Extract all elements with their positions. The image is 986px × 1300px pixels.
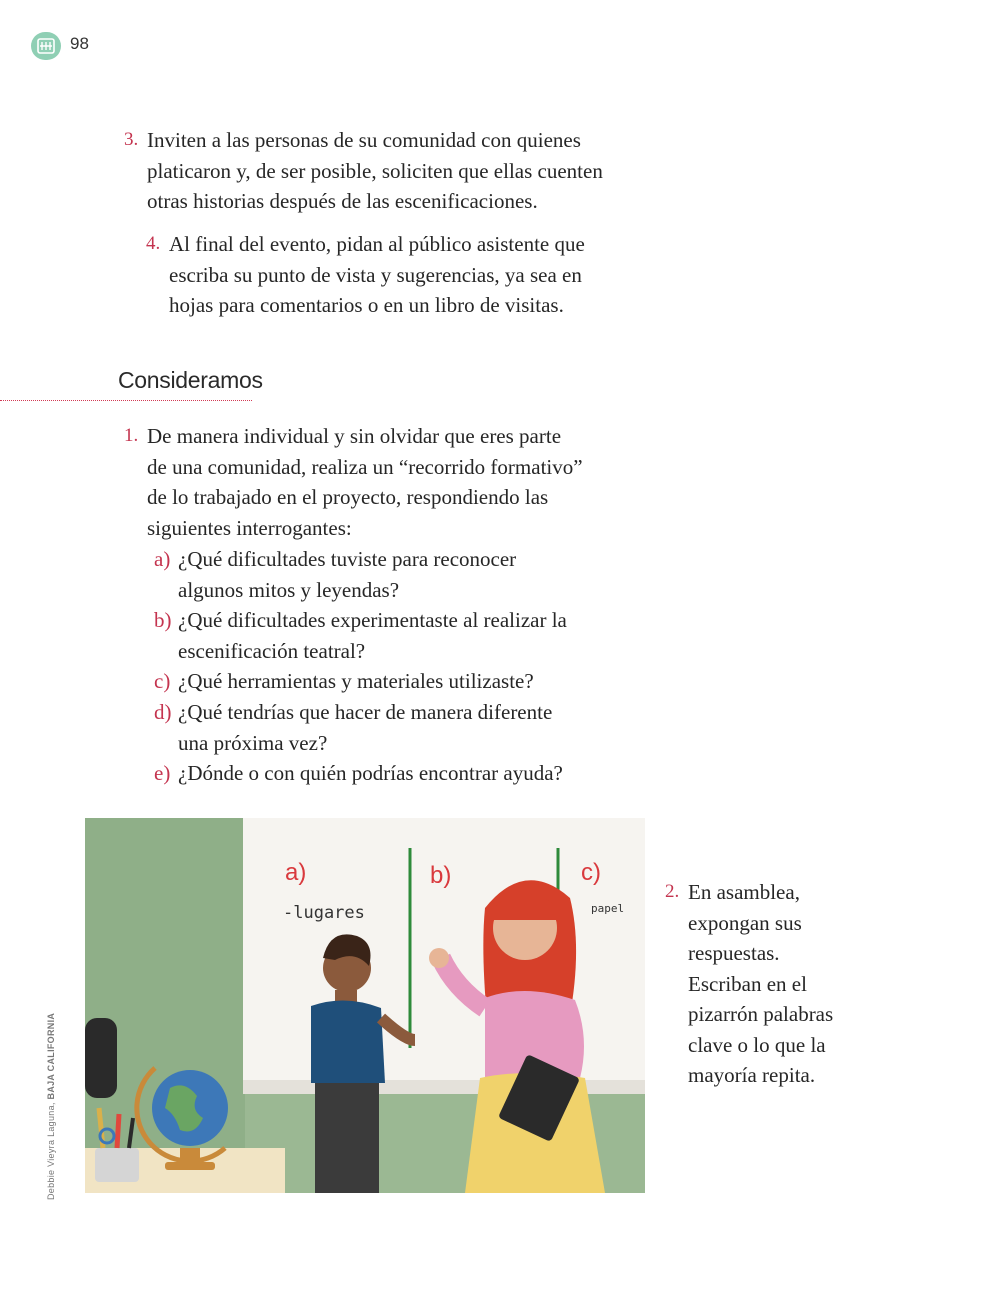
question-letter: b) [154, 608, 172, 632]
item-line: expongan sus [688, 910, 802, 935]
item-line: platicaron y, de ser posible, soliciten que ellas cuenten [147, 158, 603, 183]
question-line: ¿Qué tendrías que hacer de manera diferente [178, 700, 553, 724]
item-line: de lo trabajado en el proyecto, respondiendo las [147, 485, 549, 509]
question-line: una próxima vez? [178, 730, 328, 755]
question-letter: a) [154, 547, 171, 571]
item-line: escriba su punto de vista y sugerencias, ya sea en [169, 262, 582, 287]
item-line: Al final del evento, pidan al público asistente que [169, 232, 585, 256]
question-line: escenificación teatral? [178, 638, 366, 663]
item-line: Escriban en el [688, 971, 807, 996]
question-letter: e) [154, 761, 171, 785]
question-line: ¿Qué dificultades experimentaste al realizar la [178, 608, 567, 632]
question-d [154, 697, 553, 758]
board-label: b) [430, 862, 452, 889]
item-number: 4. [146, 233, 161, 254]
question-c [154, 666, 534, 697]
item-line: Inviten a las personas de su comunidad con quienes [147, 128, 581, 152]
page-badge [31, 32, 61, 60]
item-line: En asamblea, [688, 880, 800, 904]
question-letter: c) [154, 669, 171, 693]
item-number: 3. [124, 129, 139, 150]
section-divider [0, 400, 252, 401]
list-item-1 [124, 421, 627, 543]
item-number: 1. [124, 425, 139, 446]
item-line: respuestas. [688, 941, 780, 965]
classroom-illustration [85, 818, 645, 1193]
item-number: 2. [665, 881, 680, 902]
section-title: Consideramos [118, 367, 263, 393]
board-word: papel [591, 902, 625, 915]
board-word: -lugares [283, 903, 365, 923]
item-line: otras historias después de las escenificaciones. [147, 189, 538, 213]
page-number: 98 [70, 34, 89, 53]
question-line: algunos mitos y leyendas? [178, 577, 400, 602]
question-b [154, 605, 567, 666]
question-letter: d) [154, 700, 172, 724]
credit-place: BAJA CALIFORNIA [46, 1012, 56, 1100]
item-line: hojas para comentarios o en un libro de visitas. [169, 293, 564, 317]
item-line: De manera individual y sin olvidar que eres parte [147, 424, 562, 448]
question-line: ¿Qué dificultades tuviste para reconocer [178, 547, 517, 571]
illustration-credit [46, 1013, 56, 1200]
list-item-2 [665, 877, 908, 1091]
question-e [154, 758, 563, 789]
book-logo-icon [36, 36, 56, 56]
item-line: clave o lo que la [688, 1032, 826, 1057]
item-line: pizarrón palabras [688, 1002, 834, 1026]
credit-author: Debbie Vieyra Laguna, [46, 1102, 56, 1200]
board-label: c) [581, 859, 601, 886]
question-a [154, 544, 517, 605]
item-line: de una comunidad, realiza un “recorrido formativo” [147, 454, 583, 479]
chair [85, 1018, 117, 1098]
board-label: a) [285, 859, 307, 886]
question-line: ¿Qué herramientas y materiales utilizaste? [178, 669, 534, 693]
list-item-3 [124, 125, 647, 217]
list-item-4 [146, 229, 649, 321]
item-line: mayoría repita. [688, 1063, 816, 1087]
question-line: ¿Dónde o con quién podrías encontrar ayuda? [178, 761, 563, 785]
item-line: siguientes interrogantes: [147, 515, 352, 540]
